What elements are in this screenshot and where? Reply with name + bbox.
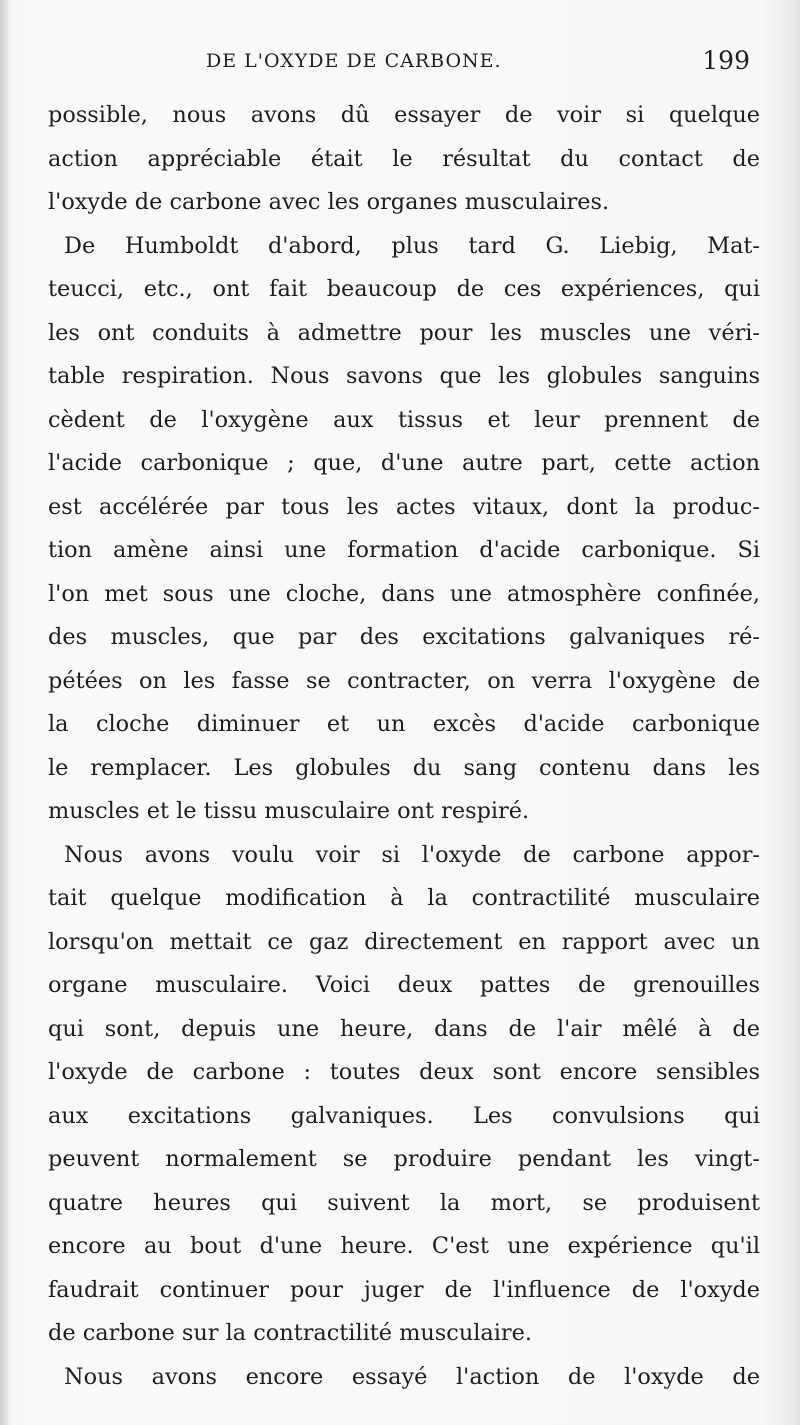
running-title: DE L'OXYDE DE CARBONE. (206, 50, 502, 72)
paragraph-3 (48, 834, 760, 1356)
text-line: l'oxyde de carbone avec les organes musculaires. (48, 189, 610, 215)
text-line: possible, nous avons dû essayer de voir si quelque (48, 102, 760, 128)
text-line: teucci, etc., ont fait beaucoup de ces expériences, qui (48, 276, 760, 302)
text-line: de carbone sur la contractilité musculaire. (48, 1320, 532, 1346)
text-line: lorsqu'on mettait ce gaz directement en rapport avec un (48, 928, 760, 955)
text-line: pétées on les fasse se contracter, on verra l'oxygène de (48, 667, 760, 694)
text-line: qui sont, depuis une heure, dans de l'air mêlé à de (48, 1015, 760, 1042)
text-line: tait quelque modification à la contractilité musculaire (48, 885, 760, 911)
page-number: 199 (702, 46, 750, 75)
text-line: les ont conduits à admettre pour les muscles une véri- (48, 319, 760, 346)
paragraph-1 (48, 94, 760, 225)
paragraph-4 (48, 1356, 760, 1400)
text-line: l'oxyde de carbone : toutes deux sont encore sensibles (48, 1059, 760, 1085)
text-line: Nous avons voulu voir si l'oxyde de carbone appor- (64, 841, 760, 868)
page-header (48, 44, 758, 84)
text-line: le remplacer. Les globules du sang contenu dans les (48, 754, 760, 781)
text-line: est accélérée par tous les actes vitaux, dont la produc- (48, 493, 760, 520)
text-line: organe musculaire. Voici deux pattes de grenouilles (48, 972, 760, 998)
page-gutter-shadow (0, 0, 10, 1425)
text-line: aux excitations galvaniques. Les convulsions qui (48, 1102, 760, 1129)
text-line: Nous avons encore essayé l'action de l'oxyde de (64, 1363, 760, 1390)
text-line: quatre heures qui suivent la mort, se produisent (48, 1189, 760, 1216)
text-line: tion amène ainsi une formation d'acide carbonique. Si (48, 537, 760, 563)
text-line: action appréciable était le résultat du contact de (48, 145, 760, 172)
text-line: table respiration. Nous savons que les globules sanguins (48, 363, 760, 389)
text-line: l'acide carbonique ; que, d'une autre part, cette action (48, 450, 760, 476)
text-line: muscles et le tissu musculaire ont respiré. (48, 798, 530, 824)
text-line: peuvent normalement se produire pendant les vingt- (48, 1146, 760, 1172)
text-line: faudrait continuer pour juger de l'influence de l'oxyde (48, 1276, 760, 1303)
text-line: la cloche diminuer et un excès d'acide carbonique (48, 711, 760, 737)
text-line: De Humboldt d'abord, plus tard G. Liebig, Mat- (64, 232, 760, 259)
text-line: l'on met sous une cloche, dans une atmosphère confinée, (48, 580, 760, 607)
paragraph-2 (48, 225, 760, 834)
text-line: des muscles, que par des excitations galvaniques ré- (48, 624, 760, 650)
text-line: cèdent de l'oxygène aux tissus et leur prennent de (48, 406, 760, 433)
body-text (48, 94, 760, 1399)
text-line: encore au bout d'une heure. C'est une expérience qu'il (48, 1233, 760, 1259)
